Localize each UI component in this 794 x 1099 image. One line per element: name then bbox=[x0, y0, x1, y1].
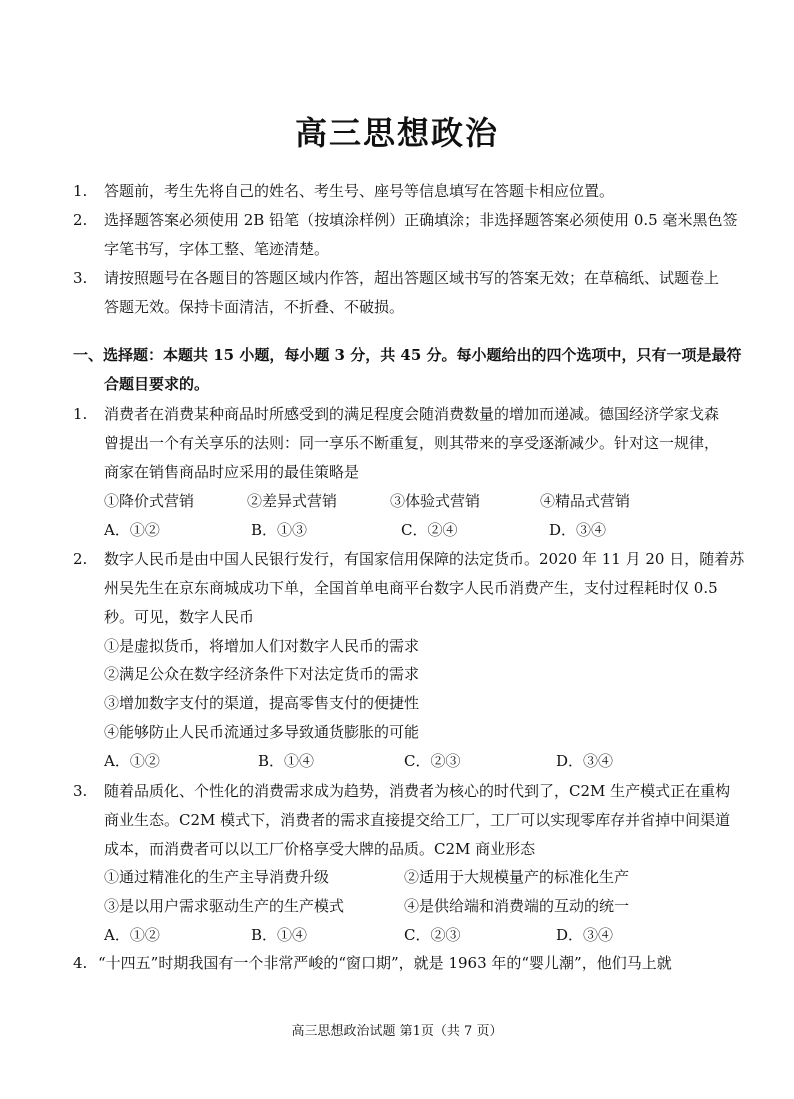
choice-a[interactable]: A．①② bbox=[104, 521, 160, 539]
question-stem: 成本，而消费者可以以工厂价格享受大牌的品质。C2M 商业形态 bbox=[104, 840, 536, 858]
notice-number: 3. bbox=[73, 269, 88, 287]
statement-item: ④能够防止人民币流通过多导致通货膨胀的可能 bbox=[104, 723, 420, 741]
statement-item: ②差异式营销 bbox=[247, 492, 338, 510]
question-stem: 商业生态。C2M 模式下，消费者的需求直接提交给工厂，工厂可以实现零库存并省掉中间渠道 bbox=[104, 811, 731, 829]
question-stem: 数字人民币是由中国人民银行发行，有国家信用保障的法定货币。2020 年 11 月 20 日，随着苏 bbox=[104, 550, 745, 568]
question-stem: “十四五”时期我国有一个非常严峻的“窗口期”，就是 1963 年的“婴儿潮”，他们马上就 bbox=[98, 954, 672, 972]
statement-item: ①通过精准化的生产主导消费升级 bbox=[104, 868, 330, 886]
statement-item: ④精品式营销 bbox=[540, 492, 631, 510]
notice-text: 字笔书写，字体工整、笔迹清楚。 bbox=[104, 240, 330, 258]
choice-b[interactable]: B．①④ bbox=[251, 926, 308, 944]
question-stem: 州吴先生在京东商城成功下单，全国首单电商平台数字人民币消费产生，支付过程耗时仅 0.5 bbox=[104, 579, 718, 597]
question-number: 2. bbox=[73, 550, 88, 568]
notice-text: 答题前，考生先将自己的姓名、考生号、座号等信息填写在答题卡相应位置。 bbox=[104, 182, 615, 200]
page-footer: 高三思想政治试题 第1页（共 7 页） bbox=[291, 1024, 503, 1039]
choice-a[interactable]: A．①② bbox=[104, 752, 160, 770]
choice-c[interactable]: C．②③ bbox=[404, 926, 461, 944]
statement-item: ②满足公众在数字经济条件下对法定货币的需求 bbox=[104, 665, 420, 683]
notice-text: 答题无效。保持卡面清洁，不折叠、不破损。 bbox=[104, 298, 405, 316]
statement-item: ①降价式营销 bbox=[104, 492, 195, 510]
statement-item: ③是以用户需求驱动生产的生产模式 bbox=[104, 897, 345, 915]
statement-item: ③增加数字支付的渠道，提高零售支付的便捷性 bbox=[104, 694, 420, 712]
choice-b[interactable]: B．①③ bbox=[251, 521, 308, 539]
choice-d[interactable]: D．③④ bbox=[549, 521, 607, 539]
choice-c[interactable]: C．②③ bbox=[404, 752, 461, 770]
statement-item: ②适用于大规模量产的标准化生产 bbox=[404, 868, 630, 886]
notice-number: 1. bbox=[73, 182, 88, 200]
question-number: 4. bbox=[73, 954, 88, 972]
notice-text: 请按照题号在各题目的答题区域内作答，超出答题区域书写的答案无效；在草稿纸、试题卷上 bbox=[104, 269, 720, 287]
choice-d[interactable]: D．③④ bbox=[556, 926, 614, 944]
question-stem: 秒。可见，数字人民币 bbox=[104, 608, 255, 626]
question-number: 3. bbox=[73, 782, 88, 800]
choice-c[interactable]: C．②④ bbox=[401, 521, 458, 539]
question-stem: 消费者在消费某种商品时所感受到的满足程度会随消费数量的增加而递减。德国经济学家戈森 bbox=[104, 405, 720, 423]
section-heading-cont: 合题目要求的。 bbox=[104, 375, 210, 393]
choice-b[interactable]: B．①④ bbox=[258, 752, 315, 770]
statement-item: ④是供给端和消费端的互动的统一 bbox=[404, 897, 630, 915]
notice-number: 2. bbox=[73, 211, 88, 229]
section-heading: 一、选择题：本题共 15 小题，每小题 3 分，共 45 分。每小题给出的四个选项中，只有一项是最符 bbox=[73, 346, 742, 364]
page-title: 高三思想政治 bbox=[294, 114, 499, 152]
question-stem: 随着品质化、个性化的消费需求成为趋势，消费者为核心的时代到了，C2M 生产模式正在重构 bbox=[104, 782, 731, 800]
statement-item: ①是虚拟货币，将增加人们对数字人民币的需求 bbox=[104, 637, 420, 655]
question-number: 1. bbox=[73, 405, 88, 423]
question-stem: 曾提出一个有关享乐的法则：同一享乐不断重复，则其带来的享受逐渐减少。针对这一规律， bbox=[104, 434, 720, 452]
question-stem: 商家在销售商品时应采用的最佳策略是 bbox=[104, 463, 360, 481]
statement-item: ③体验式营销 bbox=[390, 492, 481, 510]
choice-a[interactable]: A．①② bbox=[104, 926, 160, 944]
choice-d[interactable]: D．③④ bbox=[556, 752, 614, 770]
notice-text: 选择题答案必须使用 2B 铅笔（按填涂样例）正确填涂；非选择题答案必须使用 0.5 毫米黑色签 bbox=[104, 211, 738, 229]
